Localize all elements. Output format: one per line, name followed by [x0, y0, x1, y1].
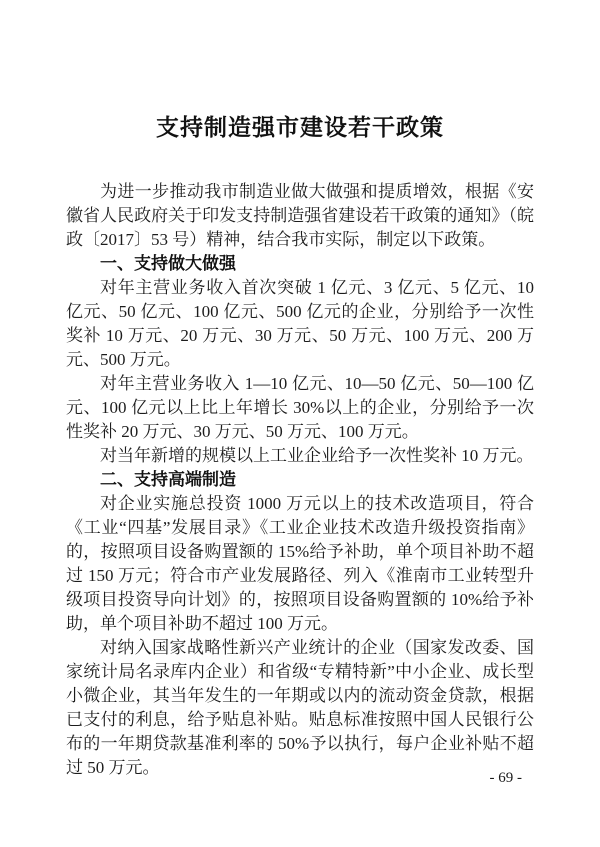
paragraph-new-enterprises: 对当年新增的规模以上工业企业给予一次性奖补 10 万元。 — [100, 446, 534, 465]
page-number: - 69 - — [489, 770, 522, 786]
paragraph-intro: 为进一步推动我市制造业做大做强和提质增效，根据《安徽省人民政府关于印发支持制造强省建设若干政策的通知》（皖政〔2017〕53 号）精神，结合我市实际，制定以下政策。 — [66, 182, 534, 249]
document-title: 支持制造强市建设若干政策 — [156, 115, 444, 140]
section-heading-2: 二、支持高端制造 — [100, 470, 236, 489]
section-heading-1: 一、支持做大做强 — [100, 254, 236, 273]
paragraph-loan-subsidy: 对纳入国家战略性新兴产业统计的企业（国家发改委、国家统计局名录库内企业）和省级“专精特新”中小企业、成长型小微企业，其当年发生的一年期或以内的流动资金贷款，根据已支付的利息，给予贴息补贴。贴息标准按照中国人民银行公布的一年期贷款基准利率的 50%予以执行，每户企业补贴不超过 50 万元。 — [66, 638, 534, 777]
paragraph-revenue-growth: 对年主营业务收入 1—10 亿元、10—50 亿元、50—100 亿元、100 亿元以上比上年增长 30%以上的企业，分别给予一次性奖补 20 万元、30 万元、50 万元、100 万元。 — [66, 374, 534, 441]
paragraph-revenue-breakthrough: 对年主营业务收入首次突破 1 亿元、3 亿元、5 亿元、10 亿元、50 亿元、100 亿元、500 亿元的企业，分别给予一次性奖补 10 万元、20 万元、30 万元、50 万元、100 万元、200 万元、500 万元。 — [66, 278, 534, 369]
paragraph-technical-upgrade: 对企业实施总投资 1000 万元以上的技术改造项目，符合《工业“四基”发展目录》《工业企业技术改造升级投资指南》的，按照项目设备购置额的 15%给予补助，单个项目补助不超过 150 万元；符合市产业发展路径、列入《淮南市工业转型升级项目投资导向计划》的，按照项目设备购置额的 10%给予补助，单个项目补助不超过 100 万元。 — [66, 494, 534, 633]
document-body — [66, 180, 534, 780]
